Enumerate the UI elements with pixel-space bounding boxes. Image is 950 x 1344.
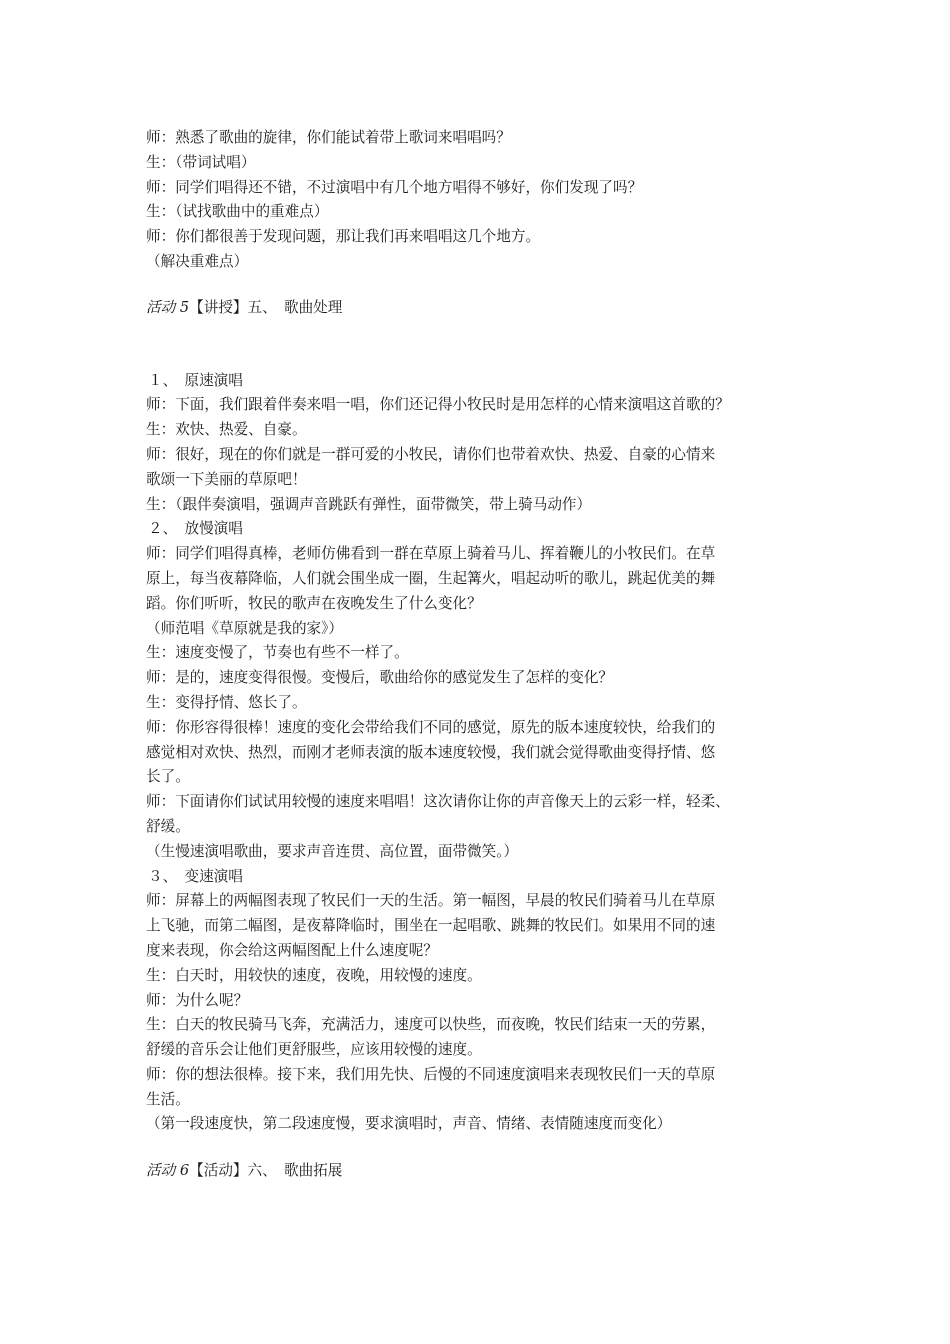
text-line: 生：速度变慢了，节奏也有些不一样了。 — [146, 644, 409, 662]
text-line: 师：同学们唱得真棒，老师仿佛看到一群在草原上骑着马儿、挥着鞭儿的小牧民们。在草 — [146, 545, 716, 563]
activity-tag: 【讲授】 — [189, 298, 248, 316]
text-line: 师：很好，现在的你们就是一群可爱的小牧民，请你们也带着欢快、热爱、自豪的心情来 — [146, 445, 716, 463]
activity-label: 活动 6 — [146, 1162, 190, 1180]
text-line: （第一段速度快，第二段速度慢，要求演唱时，声音、情绪、表情随速度而变化） — [146, 1115, 672, 1133]
text-line: 长了。 — [146, 768, 190, 786]
text-line: 师：下面，我们跟着伴奏来唱一唱，你们还记得小牧民时是用怎样的心情来演唱这首歌的？ — [146, 396, 730, 414]
text-line: 生：（试找歌曲中的重难点） — [146, 203, 329, 221]
activity-title: 六、 歌曲拓展 — [247, 1162, 343, 1180]
text-line: 蹈。你们听听，牧民的歌声在夜晚发生了什么变化？ — [146, 594, 482, 612]
activity-tag: 【活动】 — [189, 1162, 248, 1180]
activity-6-heading — [146, 1159, 826, 1184]
section-number: ２、 放慢演唱 — [148, 520, 243, 538]
text-line: 上飞驰，而第二幅图，是夜幕降临时，围坐在一起唱歌、跳舞的牧民们。如果用不同的速 — [146, 917, 716, 935]
text-line: 生：欢快、热爱、自豪。 — [146, 421, 307, 439]
text-line: 舒缓的音乐会让他们更舒服些，应该用较慢的速度。 — [146, 1041, 482, 1059]
dialogue-block-1 — [146, 126, 826, 275]
text-line: 师：屏幕上的两幅图表现了牧民们一天的生活。第一幅图，早晨的牧民们骑着马儿在草原 — [146, 892, 716, 910]
text-line: 生：（带词试唱） — [146, 153, 256, 171]
text-line: 感觉相对欢快、热烈，而刚才老师表演的版本速度较慢，我们就会觉得歌曲变得抒情、悠 — [146, 743, 716, 761]
activity-5-heading — [146, 296, 826, 321]
text-line: 师：是的，速度变得很慢。变慢后，歌曲给你的感觉发生了怎样的变化？ — [146, 669, 614, 687]
document-page — [146, 126, 826, 1184]
text-line: 师：同学们唱得还不错，不过演唱中有几个地方唱得不够好，你们发现了吗？ — [146, 178, 643, 196]
text-line: 师：你们都很善于发现问题，那让我们再来唱唱这几个地方。 — [146, 228, 541, 246]
text-line: 度来表现，你会给这两幅图配上什么速度呢？ — [146, 941, 438, 959]
text-line: 生：白天的牧民骑马飞奔，充满活力，速度可以快些，而夜晚，牧民们结束一天的劳累， — [146, 1016, 716, 1034]
dialogue-block-2 — [146, 369, 826, 1138]
text-line: 舒缓。 — [146, 817, 190, 835]
text-line: 师：下面请你们试试用较慢的速度来唱唱！这次请你让你的声音像天上的云彩一样，轻柔、 — [146, 793, 730, 811]
text-line: 师：为什么呢？ — [146, 991, 249, 1009]
text-line: 生活。 — [146, 1090, 190, 1108]
activity-title: 五、 歌曲处理 — [247, 298, 343, 316]
text-line: （解决重难点） — [146, 252, 249, 270]
text-line: 原上，每当夜幕降临，人们就会围坐成一圈，生起篝火，唱起动听的歌儿，跳起优美的舞 — [146, 569, 716, 587]
section-number: ３、 变速演唱 — [148, 867, 243, 885]
text-line: 师：你形容得很棒！速度的变化会带给我们不同的感觉，原先的版本速度较快，给我们的 — [146, 718, 716, 736]
text-line: 歌颂一下美丽的草原吧！ — [146, 470, 307, 488]
text-line: 生：变得抒情、悠长了。 — [146, 693, 307, 711]
text-line: 师：熟悉了歌曲的旋律，你们能试着带上歌词来唱唱吗？ — [146, 129, 511, 146]
section-number: １、 原速演唱 — [148, 371, 243, 389]
activity-label: 活动 5 — [146, 298, 190, 316]
text-line: （生慢速演唱歌曲，要求声音连贯、高位置，面带微笑。） — [146, 842, 519, 860]
text-line: 师：你的想法很棒。接下来，我们用先快、后慢的不同速度演唱来表现牧民们一天的草原 — [146, 1065, 716, 1083]
text-line: 生：白天时，用较快的速度，夜晚，用较慢的速度。 — [146, 966, 482, 984]
text-line: （师范唱《草原就是我的家》） — [146, 619, 344, 637]
text-line: 生：（跟伴奏演唱，强调声音跳跃有弹性，面带微笑，带上骑马动作） — [146, 495, 592, 513]
